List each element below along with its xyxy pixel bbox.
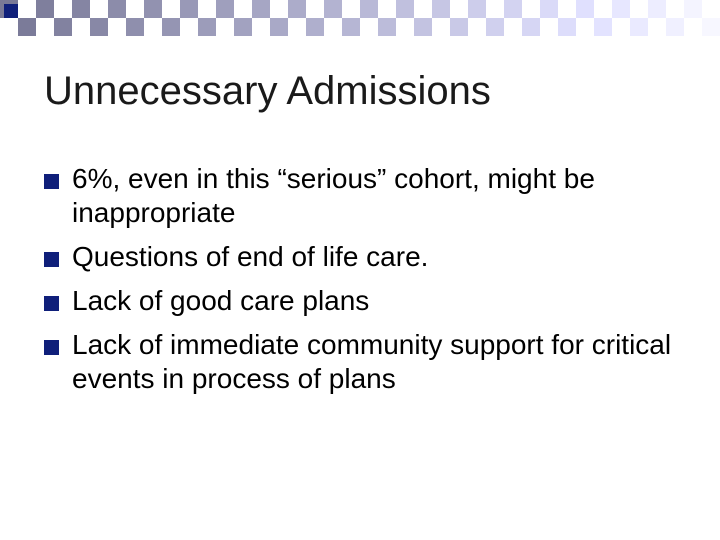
decorative-square [468, 0, 486, 18]
decorative-square [90, 18, 108, 36]
decorative-square [234, 18, 252, 36]
bullet-item [44, 162, 694, 230]
square-bullet-icon [44, 252, 59, 267]
decorative-square [342, 18, 360, 36]
decorative-square [198, 18, 216, 36]
decorative-square [594, 18, 612, 36]
bullet-item [44, 240, 694, 274]
square-bullet-icon [44, 174, 59, 189]
decorative-square [396, 0, 414, 18]
decorative-square [432, 0, 450, 18]
decorative-square [306, 18, 324, 36]
decorative-square [144, 0, 162, 18]
decorative-square [360, 0, 378, 18]
decorative-square [486, 18, 504, 36]
bullet-item [44, 284, 694, 318]
decorative-square [702, 18, 720, 36]
decorative-square [558, 18, 576, 36]
decorative-square [378, 18, 396, 36]
decorative-square [36, 0, 54, 18]
decorative-square [216, 0, 234, 18]
decorative-square [324, 0, 342, 18]
decorative-square [504, 0, 522, 18]
decorative-square [162, 18, 180, 36]
decorative-square [630, 18, 648, 36]
decorative-square [108, 0, 126, 18]
decorative-square [288, 0, 306, 18]
square-bullet-icon [44, 340, 59, 355]
decorative-square [252, 0, 270, 18]
decorative-square [270, 18, 288, 36]
bullet-item [44, 328, 694, 396]
square-bullet-icon [44, 296, 59, 311]
decorative-square [414, 18, 432, 36]
decorative-square [450, 18, 468, 36]
decorative-square [648, 0, 666, 18]
bullet-text: Lack of good care plans [72, 285, 370, 316]
bullet-text: Lack of immediate community support for critical events in process of plans [72, 329, 672, 394]
decorative-square [18, 18, 36, 36]
corner-square [4, 4, 18, 18]
decorative-square [576, 0, 594, 18]
decorative-square [126, 18, 144, 36]
decorative-square [612, 0, 630, 18]
slide-title: Unnecessary Admissions [44, 69, 491, 113]
decorative-square [540, 0, 558, 18]
decorative-square [54, 18, 72, 36]
bullet-list [44, 162, 694, 406]
decorative-square-band [0, 0, 720, 40]
bullet-text: Questions of end of life care. [72, 241, 429, 272]
decorative-square [522, 18, 540, 36]
decorative-square [666, 18, 684, 36]
decorative-square [180, 0, 198, 18]
bullet-text: 6%, even in this “serious” cohort, might be inappropriate [72, 163, 595, 228]
decorative-square [72, 0, 90, 18]
decorative-square [684, 0, 702, 18]
